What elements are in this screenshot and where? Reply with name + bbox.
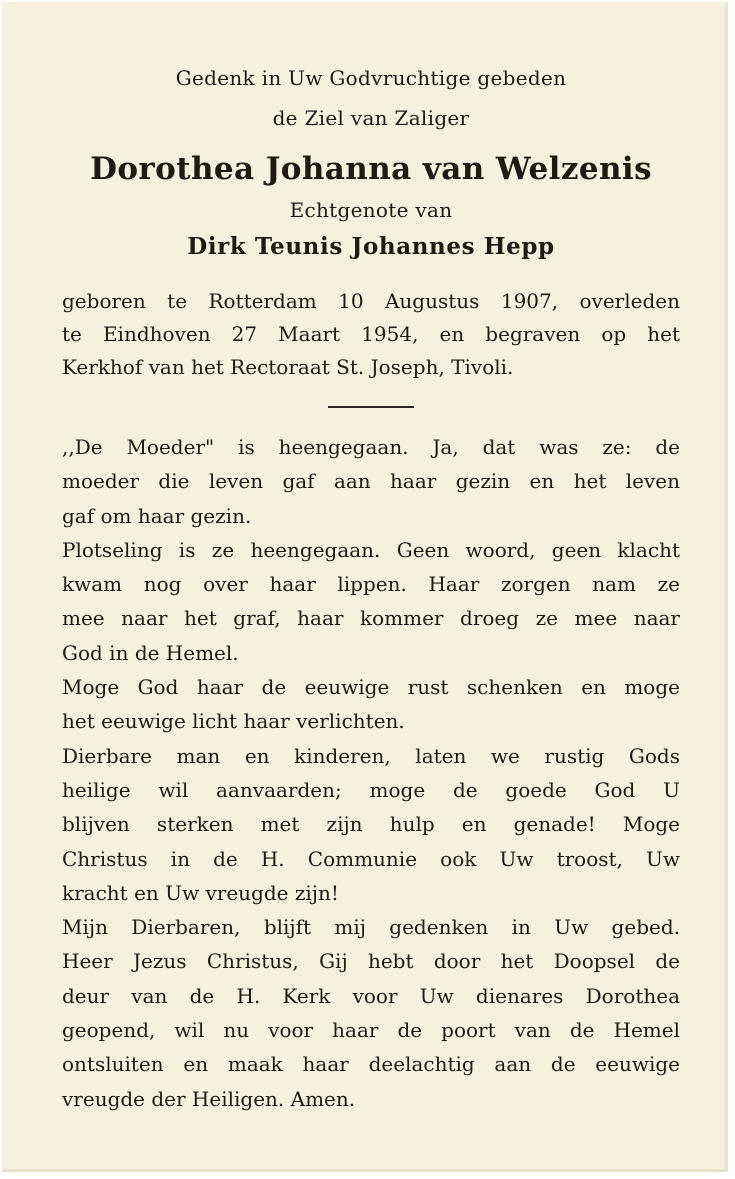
text-line: Mijn Dierbaren, blijft mij gedenken in Uw gebed. bbox=[62, 915, 680, 940]
text-line: kracht en Uw vreugde zijn! bbox=[62, 880, 339, 905]
intro bbox=[62, 58, 680, 138]
text-line: Moge God haar de eeuwige rust schenken en moge bbox=[62, 675, 680, 700]
text-line: blijven sterken met zijn hulp en genade! Moge bbox=[62, 812, 680, 837]
text-line: ,,De Moeder" is heengegaan. Ja, dat was ze: de bbox=[62, 435, 680, 459]
paragraph bbox=[62, 739, 680, 910]
intro-line-1: Gedenk in Uw Godvruchtige gebeden bbox=[175, 66, 567, 90]
spouse-name: Dirk Teunis Johannes Hepp bbox=[187, 233, 555, 260]
text-line: kwam nog over haar lippen. Haar zorgen nam ze bbox=[62, 572, 680, 597]
deceased-name: Dorothea Johanna van Welzenis bbox=[90, 151, 652, 187]
intro-line-2: de Ziel van Zaliger bbox=[272, 106, 470, 130]
text-line: Plotseling is ze heengegaan. Geen woord, geen klacht bbox=[62, 537, 680, 562]
text-line: ontsluiten en maak haar deelachtig aan de eeuwige bbox=[62, 1052, 680, 1077]
spouse-label: Echtgenote van bbox=[289, 198, 453, 222]
biography bbox=[62, 285, 680, 384]
text-line: geopend, wil nu voor haar de poort van de Hemel bbox=[62, 1018, 680, 1043]
text-line: gaf om haar gezin. bbox=[62, 503, 252, 528]
text-line: Dierbare man en kinderen, laten we rustig Gods bbox=[62, 743, 680, 768]
text-line: heilige wil aanvaarden; moge de goede God U bbox=[62, 777, 680, 802]
text-line: mee naar het graf, haar kommer droeg ze mee naar bbox=[62, 606, 680, 631]
text-line: vreugde der Heiligen. Amen. bbox=[62, 1086, 356, 1111]
text-line: het eeuwige licht haar verlichten. bbox=[62, 709, 405, 734]
text-line: deur van de H. Kerk voor Uw dienares Dorothea bbox=[62, 983, 680, 1008]
paragraph bbox=[62, 533, 680, 670]
paragraph bbox=[62, 430, 680, 533]
bio-line: Kerkhof van het Rectoraat St. Joseph, Tivoli. bbox=[62, 355, 514, 379]
text-line: Christus in de H. Communie ook Uw troost, Uw bbox=[62, 846, 680, 871]
bio-line: geboren te Rotterdam 10 Augustus 1907, overleden bbox=[62, 289, 680, 313]
text-line: moeder die leven gaf aan haar gezin en het leven bbox=[62, 469, 680, 494]
memorial-card bbox=[2, 2, 728, 1172]
paragraph bbox=[62, 910, 680, 1116]
paragraph bbox=[62, 670, 680, 739]
text-line: God in de Hemel. bbox=[62, 640, 239, 665]
memorial-text bbox=[62, 430, 680, 1116]
divider bbox=[328, 406, 414, 408]
text-line: Heer Jezus Christus, Gij hebt door het Doopsel de bbox=[62, 949, 680, 974]
card-content bbox=[62, 58, 680, 1116]
bio-line: te Eindhoven 27 Maart 1954, en begraven op het bbox=[62, 322, 680, 346]
